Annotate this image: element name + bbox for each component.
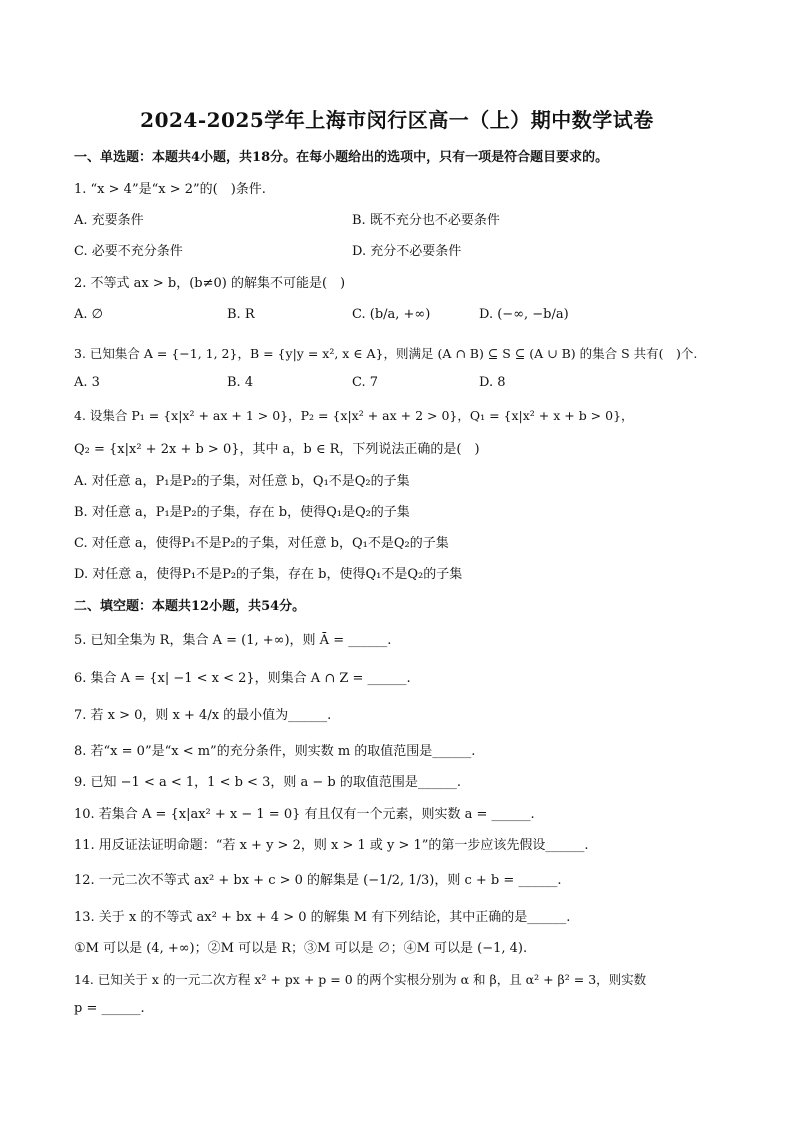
question-3-option-b: B. 4 (227, 375, 254, 390)
question-6: 6. 集合 A = {x| −1 < x < 2}，则集合 A ∩ Z = ______. (74, 671, 411, 686)
question-1-option-a: A. 充要条件 (74, 213, 144, 228)
question-3-option-d: D. 8 (479, 375, 506, 390)
question-1-option-d: D. 充分不必要条件 (352, 244, 462, 259)
question-12: 12. 一元二次不等式 ax² + bx + c > 0 的解集是 (−1/2, 1/3)，则 c + b = ______. (74, 873, 562, 888)
question-3-option-c: C. 7 (352, 375, 379, 390)
question-2-option-b: B. R (227, 307, 255, 322)
question-4-stem-line-2: Q₂ = {x|x² + 2x + b > 0}，其中 a，b ∈ R，下列说法正确的是( ) (74, 442, 480, 457)
question-2-option-d: D. (−∞, −b/a) (479, 307, 569, 322)
section-fill-blank-heading: 二、填空题：本题共12小题，共54分。 (74, 599, 306, 614)
question-4-option-c: C. 对任意 a，使得P₁不是P₂的子集，对任意 b，Q₁不是Q₂的子集 (74, 536, 449, 551)
question-5: 5. 已知全集为 R，集合 A = (1, +∞)，则 Ā = ______. (74, 633, 392, 648)
page-title: 2024-2025学年上海市闵行区高一（上）期中数学试卷 (140, 108, 654, 132)
question-1-stem: 1. “x > 4”是“x > 2”的( )条件. (74, 182, 266, 197)
section-single-choice-heading: 一、单选题：本题共4小题，共18分。在每小题给出的选项中，只有一项是符合题目要求的。 (74, 150, 609, 165)
question-2-stem: 2. 不等式 ax > b，(b≠0) 的解集不可能是( ) (74, 276, 346, 291)
question-3-option-a: A. 3 (74, 375, 100, 390)
question-14-line-1: 14. 已知关于 x 的一元二次方程 x² + px + p = 0 的两个实根分别为 α 和 β，且 α² + β² = 3，则实数 (74, 972, 647, 987)
question-1-option-c: C. 必要不充分条件 (74, 244, 183, 259)
question-11: 11. 用反证法证明命题：“若 x + y > 2，则 x > 1 或 y > 1”的第一步应该先假设______. (74, 838, 589, 853)
question-13-stem: 13. 关于 x 的不等式 ax² + bx + 4 > 0 的解集 M 有下列结论，其中正确的是______. (74, 910, 571, 925)
question-3-stem: 3. 已知集合 A = {−1, 1, 2}，B = {y|y = x², x ∈ A}，则满足 (A ∩ B) ⊆ S ⊆ (A ∪ B) 的集合 S 共有( )个. (74, 346, 698, 361)
question-9: 9. 已知 −1 < a < 1，1 < b < 3，则 a − b 的取值范围是______. (74, 775, 461, 790)
question-10: 10. 若集合 A = {x|ax² + x − 1 = 0} 有且仅有一个元素，则实数 a = ______. (74, 807, 535, 822)
question-8: 8. 若“x = 0”是“x < m”的充分条件，则实数 m 的取值范围是______. (74, 744, 476, 759)
question-4-option-d: D. 对任意 a，使得P₁不是P₂的子集，存在 b，使得Q₁不是Q₂的子集 (74, 567, 463, 582)
question-4-option-b: B. 对任意 a，P₁是P₂的子集，存在 b，使得Q₁是Q₂的子集 (74, 505, 410, 520)
question-4-option-a: A. 对任意 a，P₁是P₂的子集，对任意 b，Q₁不是Q₂的子集 (74, 474, 410, 489)
question-14-line-2: p = ______. (74, 1001, 145, 1016)
question-2-option-c: C. (b/a, +∞) (352, 307, 431, 322)
question-4-stem-line-1: 4. 设集合 P₁ = {x|x² + ax + 1 > 0}，P₂ = {x|x² + ax + 2 > 0}，Q₁ = {x|x² + x + b > 0}， (74, 408, 634, 423)
question-2-option-a: A. ∅ (74, 307, 103, 322)
question-1-option-b: B. 既不充分也不必要条件 (352, 213, 500, 228)
question-7: 7. 若 x > 0，则 x + 4/x 的最小值为______. (74, 708, 332, 723)
question-13-options: ①M 可以是 (4, +∞)；②M 可以是 R；③M 可以是 ∅；④M 可以是 (−1, 4). (74, 941, 528, 956)
